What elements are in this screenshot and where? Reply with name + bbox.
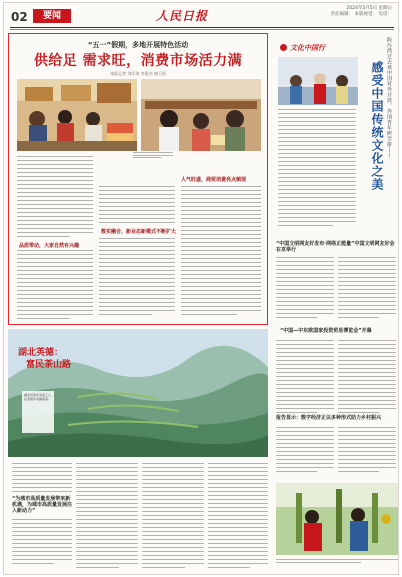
feature-body-col2b — [99, 238, 175, 318]
hubei-title — [18, 347, 71, 371]
masthead — [4, 3, 399, 31]
editor-line: 责任编辑： 本版视觉： 电话： — [330, 12, 392, 17]
right-article-body-3a — [276, 427, 334, 475]
right-article-title-1[interactable]: “中国文明网友好发布·网络正能量”中国文明网友好会在京举行 — [276, 241, 395, 253]
culture-body — [278, 109, 356, 229]
farm-photo — [276, 483, 398, 555]
culture-title: 感受中国传统文化之美 — [370, 61, 384, 191]
culture-logo: 文化中国行 — [290, 43, 325, 52]
right-article-title-2[interactable]: “中国—中东欧国家投资贸易博览会”开幕 — [280, 328, 372, 334]
feature-body-col1b — [17, 250, 93, 322]
right-article-body-2b — [338, 340, 396, 416]
bottom-body-col4 — [208, 463, 268, 571]
hubei-title-line1: 湖北英德： — [18, 348, 64, 358]
right-article-body-1b — [338, 257, 396, 321]
feature-article[interactable] — [8, 33, 268, 325]
feature-subhead-1: 品质带动，大家自然有兴趣 — [19, 243, 80, 249]
photo-caption — [133, 152, 173, 160]
feature-headline: 供给足 需求旺，消费市场活力满 — [33, 53, 243, 69]
date-line: 2024年5月5日 星期日 — [346, 6, 392, 11]
market-photo — [17, 79, 137, 151]
feature-body-col1 — [17, 156, 93, 240]
feature-body-col3 — [181, 186, 261, 317]
bottom-subhead: “为城市高质量发展带来新机遇，为城市高质量发展注入新动力” — [12, 496, 73, 514]
feature-subhead-2: 数实融合，新业态新模式不断扩大 — [101, 229, 177, 235]
bottom-body-col1 — [12, 463, 72, 495]
bottom-body-col3 — [142, 463, 204, 571]
section-tag: 要闻 — [33, 9, 71, 23]
shopping-photo — [141, 79, 261, 151]
culture-kicker: 防污湾过去谈中国对外开放，外国青年研学游—— — [386, 37, 392, 158]
bottom-body-col1b — [12, 519, 72, 567]
masthead-rule — [10, 27, 394, 28]
paper-logo: 人民日报 — [156, 9, 209, 23]
right-article-title-3[interactable]: 报告显示：数字经济正以多种形式助力乡村振兴 — [276, 415, 382, 421]
hubei-caption: 湖北省某县采茶工人在茶园中采摘春茶。 — [24, 393, 52, 401]
culture-article[interactable] — [272, 33, 398, 238]
page-number: 02 — [11, 10, 28, 24]
right-article-body-1a — [276, 257, 334, 321]
culture-logo-mark — [280, 44, 287, 51]
hubei-photo-feature[interactable] — [8, 329, 268, 457]
newspaper-page — [3, 2, 399, 575]
right-article-body-3b — [338, 427, 396, 475]
bottom-body-col2 — [76, 463, 138, 571]
feature-body-col2 — [99, 186, 175, 226]
feature-byline: 本报记者 刘军涛 李俊杰 谢卫国 — [110, 71, 166, 76]
feature-subhead-3: 人气旺盛，商贸消费亮点频现 — [181, 177, 247, 183]
hubei-title-line2: 富民茶山路 — [26, 360, 72, 370]
masthead-rule-thin — [10, 29, 394, 30]
farm-photo-caption — [276, 559, 398, 565]
culture-photo — [278, 57, 358, 105]
feature-kicker: “五一”假期，多地开展特色活动 — [87, 41, 189, 49]
right-article-body-2a — [276, 340, 334, 416]
masthead-date — [331, 6, 392, 18]
